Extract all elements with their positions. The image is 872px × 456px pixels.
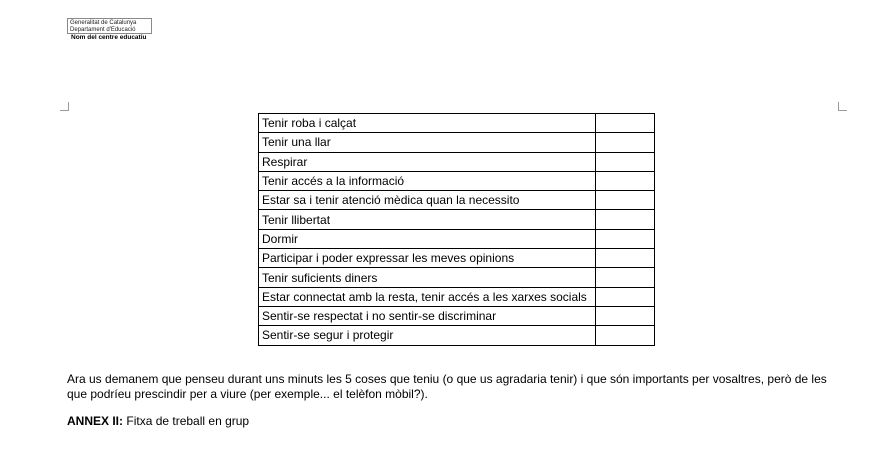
table-row xyxy=(259,114,655,133)
annex-title: Fitxa de treball en grup xyxy=(126,414,250,428)
row-label: Tenir una llar xyxy=(259,133,596,152)
org-line-1: Generalitat de Catalunya xyxy=(70,20,137,26)
row-check-cell[interactable] xyxy=(596,306,655,325)
row-label: Tenir accés a la informació xyxy=(259,171,596,190)
table-row xyxy=(259,306,655,325)
annex-heading xyxy=(67,414,249,428)
row-check-cell[interactable] xyxy=(596,152,655,171)
row-check-cell[interactable] xyxy=(596,191,655,210)
table-row xyxy=(259,152,655,171)
table-row xyxy=(259,210,655,229)
row-check-cell[interactable] xyxy=(596,229,655,248)
row-check-cell[interactable] xyxy=(596,171,655,190)
row-check-cell[interactable] xyxy=(596,249,655,268)
crop-mark-right xyxy=(838,102,847,111)
table-row xyxy=(259,249,655,268)
annex-label: ANNEX II: xyxy=(67,414,124,428)
row-label: Tenir llibertat xyxy=(259,210,596,229)
table-row xyxy=(259,229,655,248)
row-check-cell[interactable] xyxy=(596,326,655,345)
row-check-cell[interactable] xyxy=(596,268,655,287)
row-label: Sentir-se segur i protegir xyxy=(259,326,596,345)
row-label: Estar connectat amb la resta, tenir accés a les xarxes socials xyxy=(259,287,596,306)
instructions-paragraph: Ara us demanem que penseu durant uns minuts les 5 coses que teniu (o que us agradaria tenir) i que són importants per vosaltres, però de les que podríeu prescindir per a viure (per exemple... el telèfon mòbil?). xyxy=(67,372,827,401)
row-label: Tenir roba i calçat xyxy=(259,114,596,133)
row-label: Participar i poder expressar les meves opinions xyxy=(259,249,596,268)
row-label: Estar sa i tenir atenció mèdica quan la necessito xyxy=(259,191,596,210)
table-row xyxy=(259,171,655,190)
row-label: Respirar xyxy=(259,152,596,171)
org-line-2: Departament d'Educació xyxy=(70,27,136,33)
row-check-cell[interactable] xyxy=(596,287,655,306)
table-row xyxy=(259,191,655,210)
row-check-cell[interactable] xyxy=(596,210,655,229)
row-label: Sentir-se respectat i no sentir-se discriminar xyxy=(259,306,596,325)
table-row xyxy=(259,326,655,345)
table-row xyxy=(259,268,655,287)
crop-mark-left xyxy=(60,102,69,111)
row-label: Dormir xyxy=(259,229,596,248)
table-row xyxy=(259,287,655,306)
needs-table xyxy=(258,113,655,346)
institution-logo xyxy=(67,18,152,34)
row-check-cell[interactable] xyxy=(596,133,655,152)
row-check-cell[interactable] xyxy=(596,114,655,133)
row-label: Tenir suficients diners xyxy=(259,268,596,287)
school-name: Nom del centre educatiu xyxy=(71,34,147,41)
table-row xyxy=(259,133,655,152)
